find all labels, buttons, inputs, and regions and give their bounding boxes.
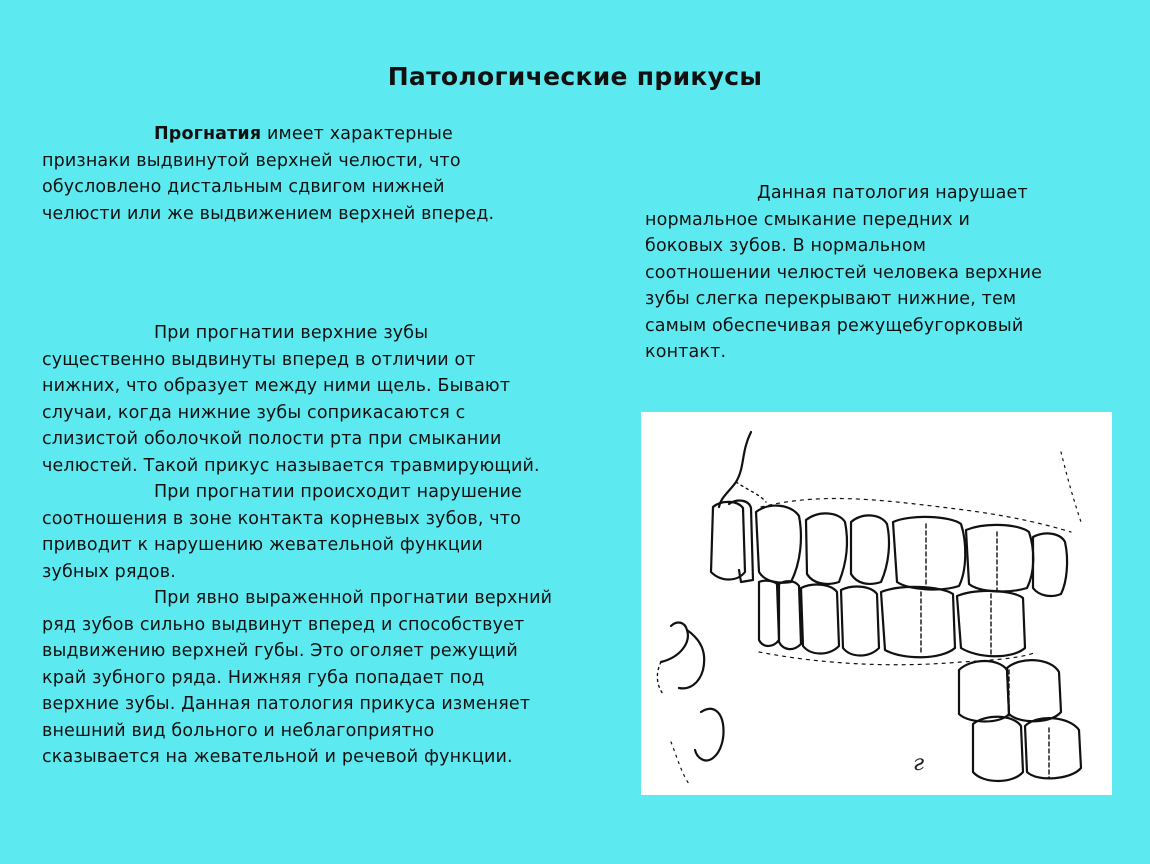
text-line: При прогнатии верхние зубы (154, 323, 429, 343)
text-line: выдвижению верхней губы. Это оголяет режущий (42, 641, 518, 661)
text-line: соотношении челюстей человека верхние (645, 262, 1043, 283)
text-line: ряд зубов сильно выдвинут вперед и способствует (42, 614, 525, 635)
term-prognathia: Прогнатия (154, 124, 262, 144)
paragraph-prognathia-definition (42, 121, 642, 227)
text-line: случаи, когда нижние зубы соприкасаются с (42, 402, 466, 423)
text-line: нижних, что образует между ними щель. Бывают (42, 376, 511, 396)
slide-title: Патологические прикусы (387, 62, 763, 91)
text-line: соотношения в зоне контакта корневых зубов, что (42, 508, 521, 529)
text-line: верхние зубы. Данная патология прикуса изменяет (42, 694, 531, 714)
figure-caption-mark: г (913, 751, 925, 776)
text-line: боковых зубов. В нормальном (645, 236, 927, 256)
paragraph-prognathia-details (42, 320, 642, 771)
teeth-drawing (641, 412, 1112, 795)
text-line: самым обеспечивая режущебугорковый (645, 315, 1024, 336)
text-line: край зубного ряда. Нижняя губа попадает под (42, 667, 485, 688)
text-line: имеет характерные (261, 124, 453, 144)
text-line: контакт. (645, 342, 727, 362)
text-line: признаки выдвинутой верхней челюсти, что (42, 150, 461, 171)
text-line: челюстей. Такой прикус называется травмирующий. (42, 455, 540, 476)
text-line: обусловлено дистальным сдвигом нижней (42, 177, 445, 197)
text-line: существенно выдвинуты вперед в отличии от (42, 349, 476, 370)
text-line: внешний вид больного и неблагоприятно (42, 720, 435, 741)
text-line: нормальное смыкание передних и (645, 209, 971, 230)
text-line: сказывается на жевательной и речевой функции. (42, 747, 513, 767)
text-line: челюсти или же выдвижением верхней вперед. (42, 203, 495, 224)
text-line: зубных рядов. (42, 561, 176, 582)
text-line: приводит к нарушению жевательной функции (42, 535, 483, 555)
text-line: Данная патология нарушает (757, 183, 1028, 203)
paragraph-normal-occlusion (645, 180, 1115, 366)
text-line: зубы слегка перекрывают нижние, тем (645, 289, 1017, 309)
text-line: При явно выраженной прогнатии верхний (154, 588, 553, 608)
text-line: слизистой оболочкой полости рта при смыкании (42, 429, 502, 449)
text-line: При прогнатии происходит нарушение (154, 482, 522, 502)
teeth-illustration (641, 412, 1112, 795)
